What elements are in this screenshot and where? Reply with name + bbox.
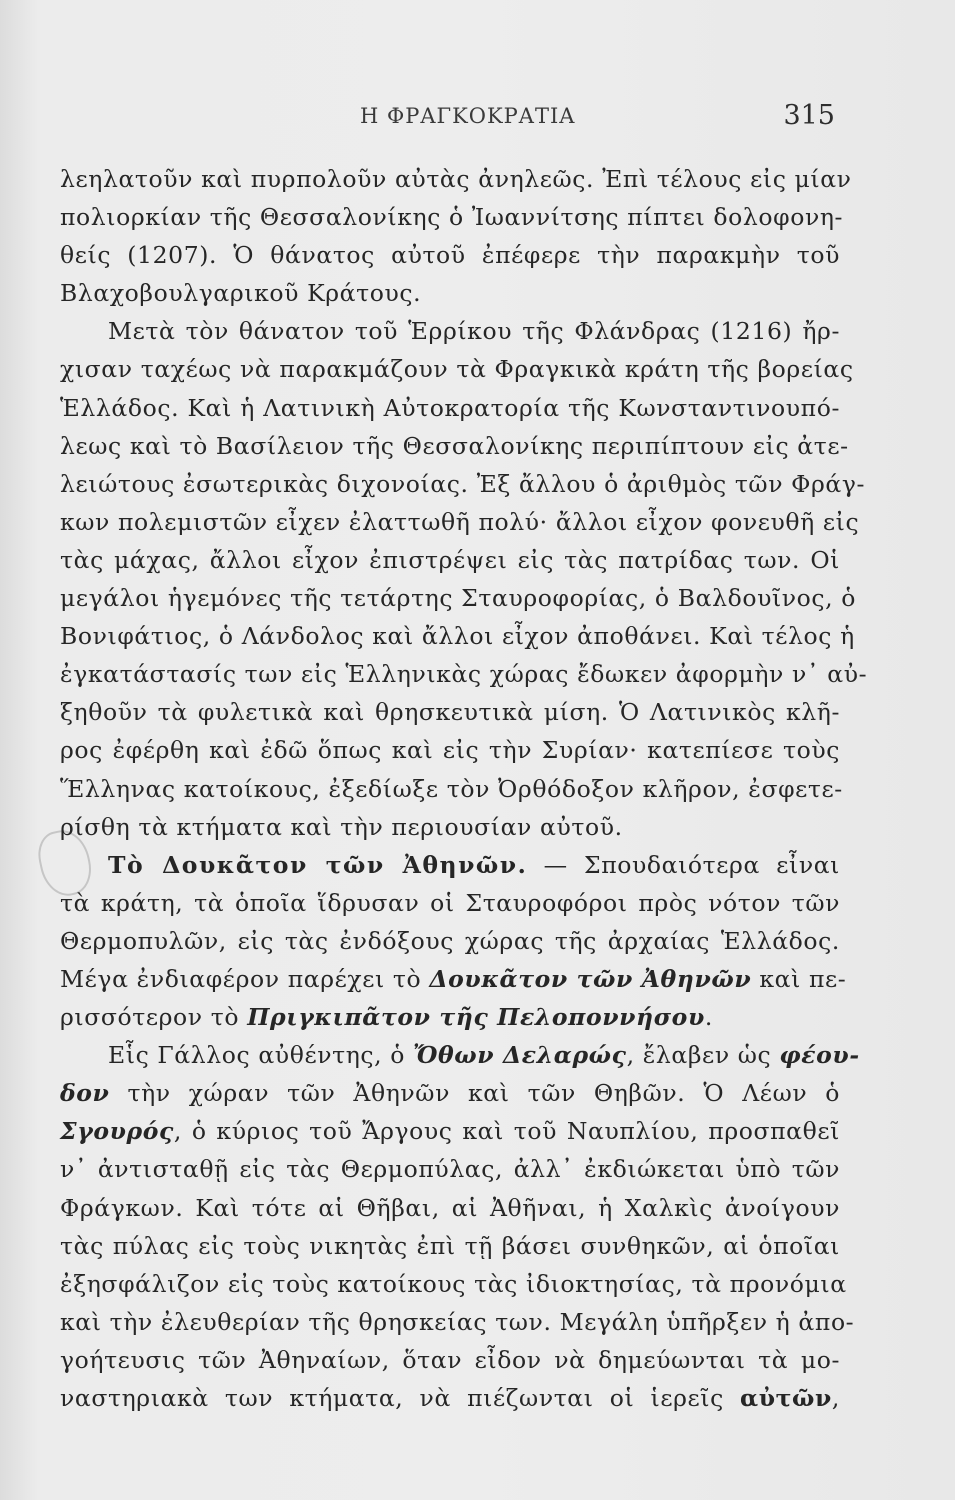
text-line: ξηθοῦν τὰ φυλετικὰ καὶ θρησκευτικὰ μίση. Ὁ Λατινικὸς κλῆ-: [60, 698, 840, 727]
text-line: λεηλατοῦν καὶ πυρπολοῦν αὐτὰς ἀνηλεῶς. Ἐπὶ τέλους εἰς μίαν: [60, 165, 852, 193]
text-line: ἐγκατάστασίς των εἰς Ἑλληνικὰς χώρας ἔδωκεν ἀφορμὴν ν᾽ αὐ-: [60, 660, 868, 689]
text-line: καὶ τὴν ἐλευθερίαν τῆς θρησκείας των. Μεγάλη ὑπῆρξεν ἡ ἀπο-: [60, 1307, 855, 1336]
text-line: [60, 1379, 840, 1417]
section-heading-line: [60, 846, 840, 884]
text-line: ρίσθη τὰ κτήματα καὶ τὴν περιουσίαν αὐτοῦ.: [60, 812, 623, 841]
text-line: Βονιφάτιος, ὁ Λάνδολος καὶ ἄλλοι εἶχον ἀποθάνει. Καὶ τέλος ἡ: [60, 622, 855, 651]
text-line: [60, 960, 847, 998]
text-line: ρος ἐφέρθη καὶ ἐδῶ ὅπως καὶ εἰς τὴν Συρίαν· κατεπίεσε τοὺς: [60, 736, 840, 765]
section-heading: Τὸ Δουκᾶτον τῶν Ἀθηνῶν.: [108, 850, 528, 879]
text-line: μεγάλοι ἡγεμόνες τῆς τετάρτης Σταυροφορίας, ὁ Βαλδουῖνος, ὁ: [60, 584, 857, 613]
page-header: [0, 98, 955, 138]
text-line: λεως καὶ τὸ Βασίλειον τῆς Θεσσαλονίκης περιπίπτουν εἰς ἀτε-: [60, 431, 849, 460]
text-line: χισαν ταχέως νὰ παρακμάζουν τὰ Φραγκικὰ κράτη τῆς βορείας: [60, 355, 854, 384]
text-line: ν᾽ ἀντισταθῇ εἰς τὰς Θερμοπύλας, ἀλλ᾽ ἐκδιώκεται ὑπὸ τῶν: [60, 1155, 840, 1184]
text-segment: Μέγα ἐνδιαφέρον παρέχει τὸ: [60, 964, 430, 993]
emphasis-principality-peloponnese: Πριγκιπᾶτον τῆς Πελοποννήσου: [247, 1003, 705, 1032]
text-segment: καὶ πε-: [751, 964, 847, 993]
emphasis-their: αὐτῶν: [740, 1384, 832, 1412]
body-text: [60, 160, 868, 1417]
text-line: γοήτευσις τῶν Ἀθηναίων, ὅταν εἶδον νὰ δημεύωνται τὰ μο-: [60, 1345, 840, 1374]
page-number: 315: [783, 100, 835, 131]
text-line: Ἑλλάδος. Καὶ ἡ Λατινικὴ Αὐτοκρατορία τῆς Κωνσταντινουπό-: [60, 393, 840, 422]
text-line: Μετὰ τὸν θάνατον τοῦ Ἑρρίκου τῆς Φλάνδρας (1216) ἤρ-: [108, 317, 840, 346]
text-line: Θερμοπυλῶν, εἰς τὰς ἐνδόξους χώρας τῆς ἀρχαίας Ἑλλάδος.: [60, 926, 840, 955]
emphasis-fief: φέου-: [779, 1041, 860, 1070]
text-segment: ,: [831, 1384, 840, 1412]
text-segment: , ἔλαβεν ὡς: [626, 1041, 780, 1070]
text-segment: ρισσότερον τὸ: [60, 1003, 248, 1032]
emphasis-sgouros: Σγουρός: [60, 1117, 174, 1146]
text-line: λειώτους ἐσωτερικὰς διχονοίας. Ἐξ ἄλλου ὁ ἀριθμὸς τῶν Φράγ-: [60, 469, 866, 498]
text-line: Ἕλληνας κατοίκους, ἐξεδίωξε τὸν Ὀρθόδοξον κλῆρον, ἐσφετε-: [60, 774, 843, 803]
running-title: Η ΦΡΑΓΚΟΚΡΑΤΙΑ: [360, 104, 576, 128]
text-line: [60, 1112, 840, 1150]
text-line: τὰς πύλας εἰς τοὺς νικητὰς ἐπὶ τῇ βάσει συνθηκῶν, αἱ ὁποῖαι: [60, 1231, 840, 1260]
emphasis-duchy-athens: Δουκᾶτον τῶν Ἀθηνῶν: [429, 964, 752, 993]
text-segment: Εἷς Γάλλος αὐθέντης, ὁ: [108, 1041, 414, 1070]
text-segment: ναστηριακὰ των κτήματα, νὰ πιέζωνται οἱ ἱερεῖς: [60, 1384, 741, 1412]
text-line: [60, 1074, 840, 1112]
emphasis-othon-delaroche: Ὄθων Δελαρώς: [413, 1041, 627, 1070]
text-segment: .: [704, 1003, 713, 1032]
text-line: τὰς μάχας, ἄλλοι εἶχον ἐπιστρέψει εἰς τὰς πατρίδας των. Οἱ: [60, 545, 840, 574]
emphasis-fief: δον: [60, 1079, 110, 1108]
text-segment: , ὁ κύριος τοῦ Ἄργους καὶ τοῦ Ναυπλίου, προσπαθεῖ: [173, 1117, 840, 1146]
em-dash: —: [543, 850, 568, 879]
text-line: [60, 998, 840, 1036]
text-line: [60, 1036, 860, 1074]
text-line: ἐξησφάλιζον εἰς τοὺς κατοίκους τὰς ἰδιοκτησίας, τὰ προνόμια: [60, 1269, 847, 1298]
text-line: θείς (1207). Ὁ θάνατος αὐτοῦ ἐπέφερε τὴν παρακμὴν τοῦ: [60, 241, 840, 270]
heading-line-text: Σπουδαιότερα εἶναι: [584, 850, 840, 879]
text-line: τὰ κράτη, τὰ ὁποῖα ἵδρυσαν οἱ Σταυροφόροι πρὸς νότον τῶν: [60, 888, 840, 917]
text-line: Βλαχοβουλγαρικοῦ Κράτους.: [60, 279, 422, 308]
text-segment: τὴν χώραν τῶν Ἀθηνῶν καὶ τῶν Θηβῶν. Ὁ Λέων ὁ: [109, 1079, 840, 1108]
text-line: Φράγκων. Καὶ τότε αἱ Θῆβαι, αἱ Ἀθῆναι, ἡ Χαλκὶς ἀνοίγουν: [60, 1193, 840, 1222]
text-line: κων πολεμιστῶν εἶχεν ἐλαττωθῆ πολύ· ἄλλοι εἶχον φονευθῆ εἰς: [60, 507, 860, 536]
text-line: πολιορκίαν τῆς Θεσσαλονίκης ὁ Ἰωαννίτσης πίπτει δολοφονη-: [60, 203, 844, 232]
